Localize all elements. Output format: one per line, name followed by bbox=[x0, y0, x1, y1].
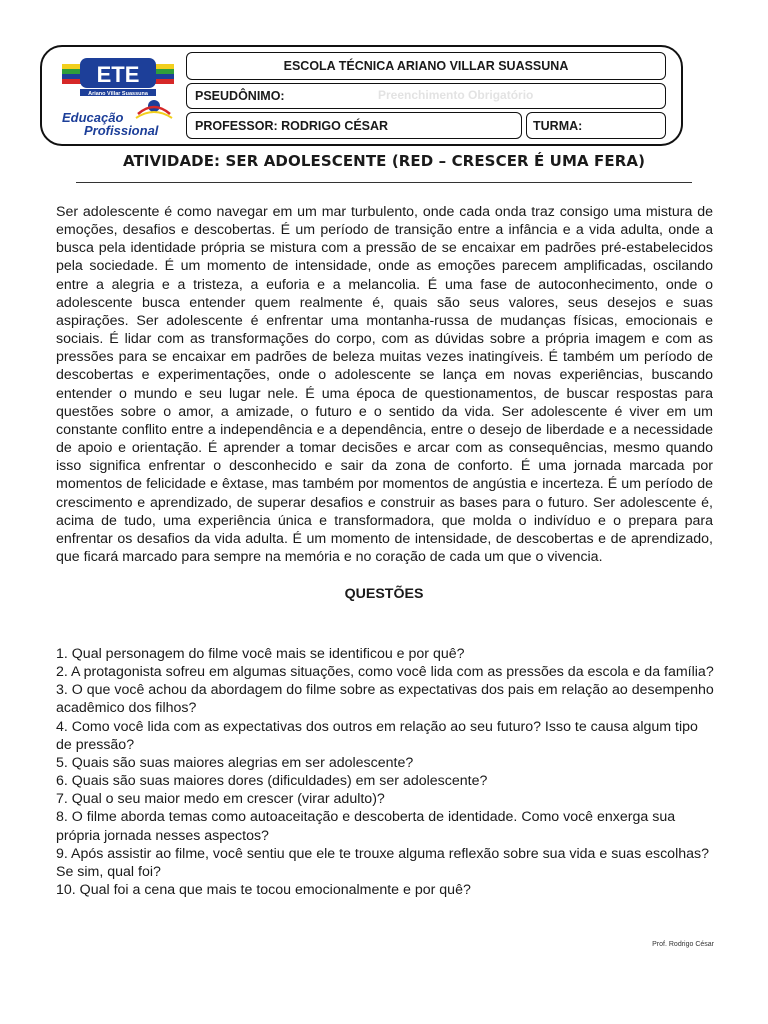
question-item: 7. Qual o seu maior medo em crescer (virar adulto)? bbox=[56, 791, 385, 808]
question-item: 6. Quais são suas maiores dores (dificuldades) em ser adolescente? bbox=[56, 773, 488, 790]
pseudonym-hint: Preenchimento Obrigatório bbox=[378, 88, 534, 102]
question-item: 9. Após assistir ao filme, você sentiu que ele te trouxe alguma reflexão sobre sua vida e suas escolhas? Se sim, qual foi? bbox=[56, 845, 709, 880]
logo-badge-subtext: Ariano Villar Suassuna bbox=[88, 91, 148, 97]
teacher-box bbox=[186, 112, 522, 139]
question-item: 4. Como você lida com as expectativas dos outros em relação ao seu futuro? Isso te causa algum tipo de pressão? bbox=[56, 718, 698, 753]
teacher-label: PROFESSOR: RODRIGO CÉSAR bbox=[195, 118, 389, 133]
questions-list bbox=[56, 645, 716, 899]
class-label: TURMA: bbox=[533, 118, 583, 133]
ete-logo bbox=[58, 56, 178, 138]
question-item: 3. O que você achou da abordagem do filme sobre as expectativas dos pais em relação ao desempenho acadêmico dos filhos? bbox=[56, 682, 714, 717]
activity-title: ATIVIDADE: SER ADOLESCENTE (RED – CRESCER É UMA FERA) bbox=[122, 152, 646, 170]
pseudonym-label: PSEUDÔNIMO: bbox=[195, 89, 285, 103]
question-item: 5. Quais são suas maiores alegrias em ser adolescente? bbox=[56, 754, 414, 771]
question-item: 8. O filme aborda temas como autoaceitação e descoberta de identidade. Como você enxerga sua própria jornada nesses aspectos? bbox=[56, 809, 676, 844]
question-item: 1. Qual personagem do filme você mais se identificou e por quê? bbox=[56, 646, 465, 662]
school-name-box bbox=[186, 52, 666, 80]
logo-line2: Profissional bbox=[84, 123, 159, 138]
logo-badge-text: ETE bbox=[96, 62, 140, 87]
school-name: ESCOLA TÉCNICA ARIANO VILLAR SUASSUNA bbox=[283, 59, 569, 73]
class-field[interactable] bbox=[526, 112, 666, 139]
logo-line1: Educação bbox=[62, 110, 124, 125]
activity-paragraph: Ser adolescente é como navegar em um mar turbulento, onde cada onda traz consigo uma mistura de emoções, desafios e descobertas. É um período de transição entre a infância e a vida adulta, onde a busca pela identidade própria se mistura com a pressão de se encaixar em padrões pré-estabelecidos pela sociedade. É um momento de intensidade, onde as emoções parecem amplificadas, oscilando entre a alegria e a tristeza, a euforia e a melancolia. É uma fase de autoconhecimento, onde o adolescente busca entender quem realmente é, quais são seus valores, seus desejos e suas aspirações. Ser adolescente é enfrentar uma montanha-russa de mudanças físicas, emocionais e sociais. É lidar com as transformações do corpo, com as dúvidas sobre a própria imagem e com as pressões para se encaixar em padrões de beleza muitas vezes inatingíveis. É também um período de descobertas e experimentações, onde o adolescente se lança em novas experiências, buscando entender o mundo e seu lugar nele. É uma época de questionamentos, de buscar respostas para questões sobre o amor, a amizade, o futuro e o sentido da vida. Ser adolescente é viver em um constante conflito entre a independência e a dependência, entre o desejo de liberdade e a necessidade de apoio e orientação. É aprender a tomar decisões e arcar com as consequências, mesmo quando isso significa enfrentar o desconhecido e sair da zona de conforto. É uma jornada marcada por momentos de felicidade e êxtase, mas também por momentos de angústia e incerteza. É um período de crescimento e aprendizado, de superar desafios e construir as bases para o futuro. Ser adolescente é, acima de tudo, uma experiência única e transformadora, que molda o indivíduo e o prepara para enfrentar os desafios da vida adulta. É um momento de intensidade, de descobertas e de aprendizado, que ficará marcado para sempre na memória e no coração de cada um que o vivencia. bbox=[56, 204, 713, 565]
footer-signature: Prof. Rodrigo César bbox=[652, 941, 714, 948]
question-item: 10. Qual foi a cena que mais te tocou emocionalmente e por quê? bbox=[56, 882, 471, 899]
question-item: 2. A protagonista sofreu em algumas situações, como você lida com as pressões da escola e da família? bbox=[56, 664, 714, 681]
questions-heading: QUESTÕES bbox=[344, 586, 424, 602]
title-underline bbox=[76, 182, 692, 183]
